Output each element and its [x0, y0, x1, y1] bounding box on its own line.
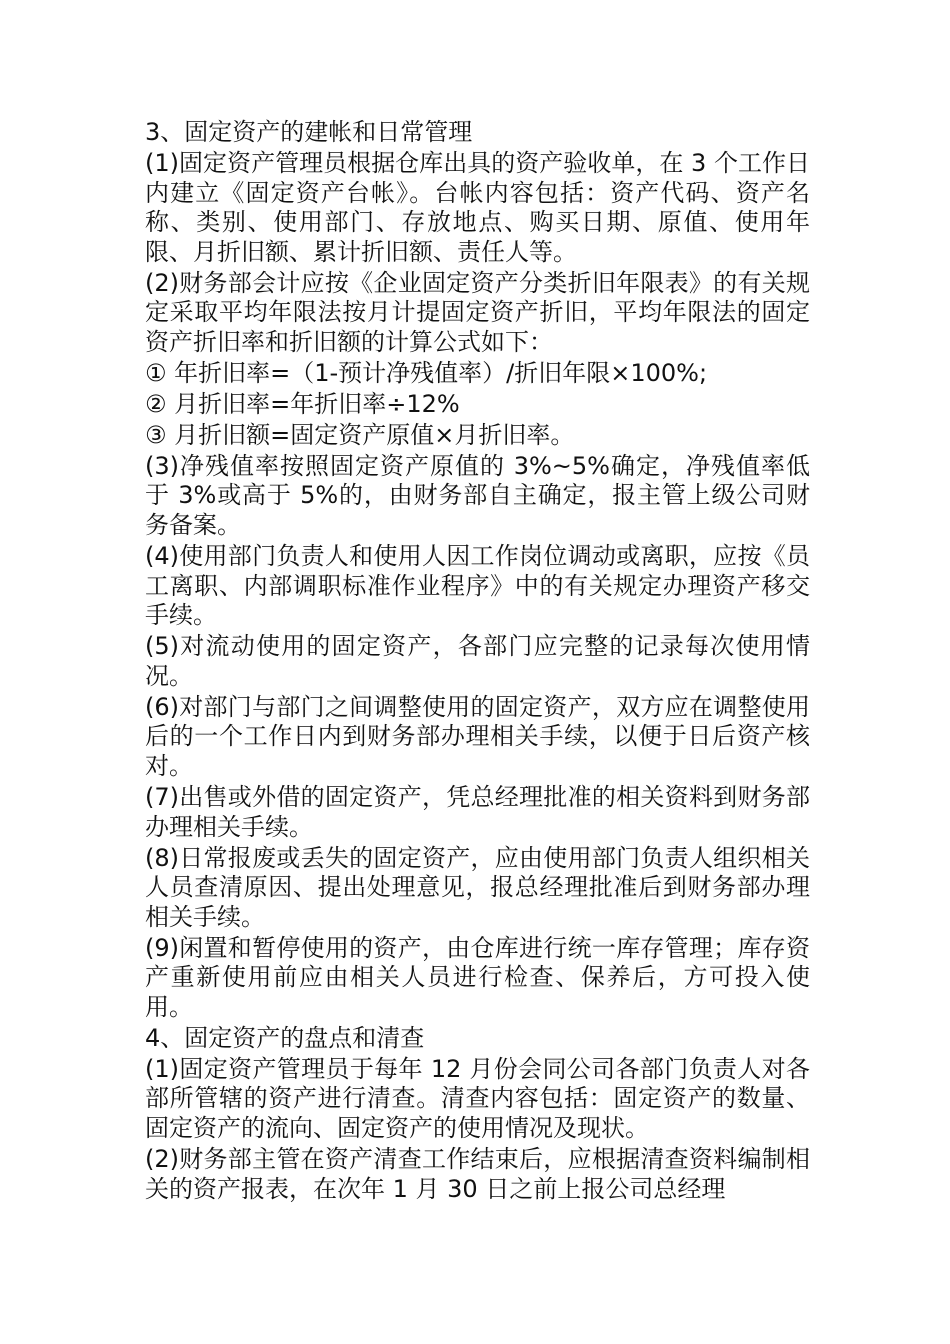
section-4-heading: 4、固定资产的盘点和清查 — [145, 1023, 425, 1052]
section-3-item-7: (7)出售或外借的固定资产，凭总经理批准的相关资料到财务部办理相关手续。 — [145, 782, 810, 841]
formula-monthly-depreciation-amount: ③ 月折旧额=固定资产原值×月折旧率。 — [145, 420, 575, 449]
section-4-item-2: (2)财务部主管在资产清查工作结束后，应根据清查资料编制相关的资产报表，在次年 1 月 30 日之前上报公司总经理 — [145, 1145, 810, 1203]
formula-annual-depreciation-rate: ① 年折旧率=（1-预计净残值率）/折旧年限×100%; — [145, 358, 708, 387]
section-3-item-9: (9)闲置和暂停使用的资产，由仓库进行统一库存管理；库存资产重新使用前应由相关人员进行检查、保养后，方可投入使用。 — [145, 933, 810, 1021]
section-3-item-6: (6)对部门与部门之间调整使用的固定资产，双方应在调整使用后的一个工作日内到财务部办理相关手续，以便于日后资产核对。 — [145, 692, 810, 780]
formula-monthly-depreciation-rate: ② 月折旧率=年折旧率÷12% — [145, 389, 460, 418]
section-3-item-1: (1)固定资产管理员根据仓库出具的资产验收单，在 3 个工作日内建立《固定资产台帐》。台帐内容包括：资产代码、资产名称、类别、使用部门、存放地点、购买日期、原值、使用年限、月折旧额、累计折旧额、责任人等。 — [145, 148, 810, 266]
document-page — [145, 118, 810, 1206]
section-3-item-2: (2)财务部会计应按《企业固定资产分类折旧年限表》的有关规定采取平均年限法按月计提固定资产折旧，平均年限法的固定资产折旧率和折旧额的计算公式如下： — [145, 268, 810, 356]
section-4-item-1: (1)固定资产管理员于每年 12 月份会同公司各部门负责人对各部所管辖的资产进行清查。清查内容包括：固定资产的数量、固定资产的流向、固定资产的使用情况及现状。 — [145, 1054, 810, 1143]
section-3-item-3: (3)净残值率按照固定资产原值的 3%~5%确定，净残值率低于 3%或高于 5%的，由财务部自主确定，报主管上级公司财务备案。 — [145, 451, 810, 540]
section-3-item-8: (8)日常报废或丢失的固定资产，应由使用部门负责人组织相关人员查清原因、提出处理意见，报总经理批准后到财务部办理相关手续。 — [145, 843, 810, 931]
section-3-heading: 3、固定资产的建帐和日常管理 — [145, 118, 473, 146]
section-3-item-4: (4)使用部门负责人和使用人因工作岗位调动或离职，应按《员工离职、内部调职标准作业程序》中的有关规定办理资产移交手续。 — [145, 542, 810, 630]
section-3-item-5: (5)对流动使用的固定资产，各部门应完整的记录每次使用情况。 — [145, 632, 810, 690]
